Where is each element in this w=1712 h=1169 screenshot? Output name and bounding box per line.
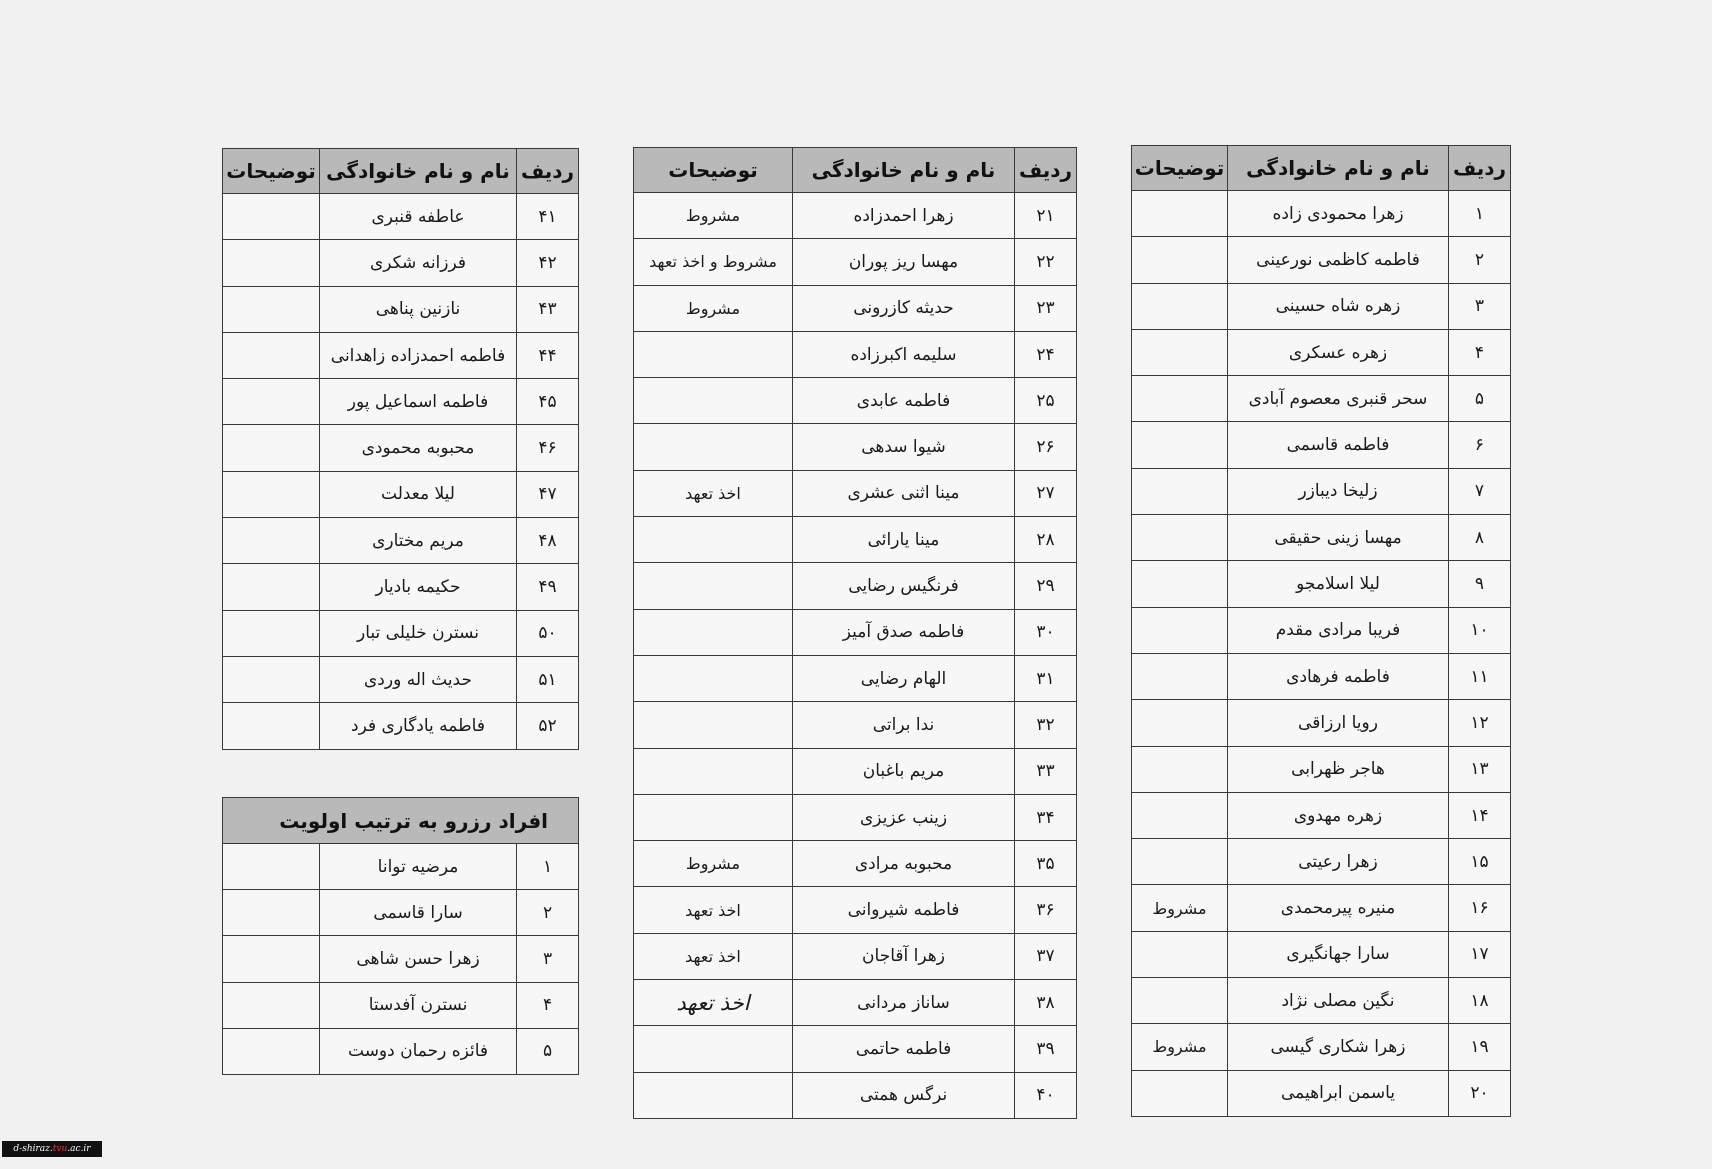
table-row <box>634 748 1077 794</box>
header-note: توضیحات <box>634 148 793 193</box>
row-note <box>1132 700 1228 746</box>
row-number: ۲۵ <box>1015 378 1077 424</box>
person-name: حدیث اله وردی <box>320 656 517 702</box>
table-row <box>223 703 579 749</box>
row-note <box>1132 839 1228 885</box>
table-row <box>223 982 579 1028</box>
person-name: نگین مصلی نژاد <box>1228 978 1449 1024</box>
table-row <box>223 194 579 240</box>
table-row <box>634 470 1077 516</box>
header-note: توضیحات <box>223 149 320 194</box>
table-header <box>223 149 579 194</box>
table-row <box>1132 561 1511 607</box>
person-name: فرنگیس رضایی <box>793 563 1015 609</box>
table-rows-41-52 <box>222 148 579 750</box>
person-name: یاسمن ابراهیمی <box>1228 1070 1449 1116</box>
person-name: زهرا حسن شاهی <box>320 936 517 982</box>
row-number: ۲۶ <box>1015 424 1077 470</box>
person-name: فاطمه صدق آمیز <box>793 609 1015 655</box>
row-note <box>223 194 320 240</box>
table-row <box>1132 978 1511 1024</box>
row-number: ۴۴ <box>517 332 579 378</box>
table-row <box>634 887 1077 933</box>
row-note <box>223 982 320 1028</box>
table-row <box>223 379 579 425</box>
header-row: ردیف <box>1449 146 1511 191</box>
row-note: مشروط و اخذ تعهد <box>634 239 793 285</box>
person-name: مینا یارائی <box>793 517 1015 563</box>
row-number: ۵۱ <box>517 656 579 702</box>
row-note <box>1132 422 1228 468</box>
table-row <box>1132 653 1511 699</box>
table-row <box>634 378 1077 424</box>
person-name: لیلا اسلامجو <box>1228 561 1449 607</box>
table-row <box>1132 839 1511 885</box>
person-name: فاطمه اسماعیل پور <box>320 379 517 425</box>
row-note <box>223 1028 320 1074</box>
row-note <box>223 286 320 332</box>
table-row <box>223 1028 579 1074</box>
table-row <box>223 564 579 610</box>
row-number: ۵ <box>1449 376 1511 422</box>
row-note <box>1132 561 1228 607</box>
row-number: ۱۲ <box>1449 700 1511 746</box>
header-name: نام و نام خانوادگی <box>793 148 1015 193</box>
row-number: ۷ <box>1449 468 1511 514</box>
row-number: ۲ <box>517 890 579 936</box>
row-note <box>634 609 793 655</box>
person-name: سحر قنبری معصوم آبادی <box>1228 376 1449 422</box>
person-name: مهسا ریز پوران <box>793 239 1015 285</box>
row-note <box>223 379 320 425</box>
row-number: ۱۸ <box>1449 978 1511 1024</box>
row-note <box>634 424 793 470</box>
reserve-header <box>223 798 579 844</box>
row-number: ۵ <box>517 1028 579 1074</box>
row-note: اخذ تعهد <box>634 470 793 516</box>
row-number: ۲۱ <box>1015 193 1077 239</box>
table-header <box>634 148 1077 193</box>
person-name: حکیمه بادیار <box>320 564 517 610</box>
row-number: ۱ <box>517 844 579 890</box>
table-row <box>1132 746 1511 792</box>
row-note: اخذ تعهد <box>634 933 793 979</box>
row-number: ۲۲ <box>1015 239 1077 285</box>
person-name: منیره پیرمحمدی <box>1228 885 1449 931</box>
row-note: مشروط <box>1132 885 1228 931</box>
row-note <box>1132 237 1228 283</box>
row-number: ۳۹ <box>1015 1026 1077 1072</box>
table-row <box>1132 468 1511 514</box>
row-note <box>634 1026 793 1072</box>
table-row <box>634 517 1077 563</box>
table-row <box>223 844 579 890</box>
row-note <box>634 1072 793 1118</box>
person-name: مریم مختاری <box>320 518 517 564</box>
table-row <box>223 332 579 378</box>
person-name: زهرا احمدزاده <box>793 193 1015 239</box>
row-note <box>1132 978 1228 1024</box>
row-note <box>634 794 793 840</box>
table-row <box>1132 1024 1511 1070</box>
row-note <box>223 240 320 286</box>
table-row <box>1132 237 1511 283</box>
row-note <box>634 331 793 377</box>
person-name: نازنین پناهی <box>320 286 517 332</box>
row-note <box>223 332 320 378</box>
table-row <box>1132 329 1511 375</box>
person-name: فاطمه حاتمی <box>793 1026 1015 1072</box>
table-row <box>1132 376 1511 422</box>
table-row <box>223 656 579 702</box>
row-number: ۹ <box>1449 561 1511 607</box>
row-note <box>634 748 793 794</box>
person-name: فاطمه شیروانی <box>793 887 1015 933</box>
person-name: مهسا زینی حقیقی <box>1228 515 1449 561</box>
table-header <box>1132 146 1511 191</box>
table-row <box>634 424 1077 470</box>
table-row <box>1132 1070 1511 1116</box>
row-note <box>223 703 320 749</box>
person-name: نرگس همتی <box>793 1072 1015 1118</box>
row-note <box>223 518 320 564</box>
person-name: سارا قاسمی <box>320 890 517 936</box>
row-number: ۴۲ <box>517 240 579 286</box>
row-note <box>1132 1070 1228 1116</box>
table-row <box>1132 283 1511 329</box>
person-name: نسترن آفدستا <box>320 982 517 1028</box>
row-note <box>634 563 793 609</box>
table-row <box>634 193 1077 239</box>
person-name: هاجر ظهرابی <box>1228 746 1449 792</box>
row-number: ۱۱ <box>1449 653 1511 699</box>
person-name: الهام رضایی <box>793 655 1015 701</box>
table-row <box>634 980 1077 1026</box>
table-row <box>1132 191 1511 237</box>
row-note <box>1132 792 1228 838</box>
row-note <box>1132 746 1228 792</box>
watermark-suffix: .ac.ir <box>67 1144 91 1154</box>
row-number: ۲۸ <box>1015 517 1077 563</box>
header-row: ردیف <box>1015 148 1077 193</box>
row-number: ۴۵ <box>517 379 579 425</box>
person-name: فریبا مرادی مقدم <box>1228 607 1449 653</box>
person-name: زهره مهدوی <box>1228 792 1449 838</box>
row-note <box>1132 191 1228 237</box>
row-number: ۴ <box>1449 329 1511 375</box>
row-number: ۳۴ <box>1015 794 1077 840</box>
row-note: مشروط <box>1132 1024 1228 1070</box>
row-number: ۱۷ <box>1449 931 1511 977</box>
row-note <box>1132 653 1228 699</box>
table-row <box>1132 515 1511 561</box>
person-name: سارا جهانگیری <box>1228 931 1449 977</box>
person-name: مریم باغبان <box>793 748 1015 794</box>
row-number: ۲۰ <box>1449 1070 1511 1116</box>
reserve-title: افراد رزرو به ترتیب اولویت <box>223 798 579 844</box>
watermark-accent: tvu <box>52 1144 68 1154</box>
row-number: ۲۴ <box>1015 331 1077 377</box>
row-number: ۱۳ <box>1449 746 1511 792</box>
person-name: زهرا محمودی زاده <box>1228 191 1449 237</box>
row-number: ۲۹ <box>1015 563 1077 609</box>
row-number: ۶ <box>1449 422 1511 468</box>
row-number: ۳۵ <box>1015 841 1077 887</box>
row-number: ۱۴ <box>1449 792 1511 838</box>
table-row <box>223 890 579 936</box>
person-name: رویا ارزاقی <box>1228 700 1449 746</box>
row-note: مشروط <box>634 285 793 331</box>
header-row: ردیف <box>517 149 579 194</box>
person-name: فاطمه کاظمی نورعینی <box>1228 237 1449 283</box>
row-note <box>223 844 320 890</box>
table-row <box>1132 931 1511 977</box>
table-row <box>634 1026 1077 1072</box>
table-rows-1-20 <box>1131 145 1511 1117</box>
person-name: زهرا آقاجان <box>793 933 1015 979</box>
person-name: نسترن خلیلی تبار <box>320 610 517 656</box>
row-note <box>1132 931 1228 977</box>
row-note <box>223 564 320 610</box>
row-number: ۴۱ <box>517 194 579 240</box>
table-row <box>634 655 1077 701</box>
row-note <box>634 517 793 563</box>
row-note <box>1132 376 1228 422</box>
person-name: ندا براتی <box>793 702 1015 748</box>
row-number: ۳۲ <box>1015 702 1077 748</box>
row-note <box>634 655 793 701</box>
table-row <box>1132 607 1511 653</box>
row-note: اخذ تعهد <box>634 887 793 933</box>
table-row <box>634 702 1077 748</box>
person-name: مرضیه توانا <box>320 844 517 890</box>
row-number: ۳۱ <box>1015 655 1077 701</box>
row-note <box>223 936 320 982</box>
watermark-prefix: d-shiraz. <box>13 1144 53 1154</box>
row-number: ۴۳ <box>517 286 579 332</box>
row-number: ۲ <box>1449 237 1511 283</box>
person-name: لیلا معدلت <box>320 471 517 517</box>
person-name: مینا اثنی عشری <box>793 470 1015 516</box>
row-note <box>634 702 793 748</box>
row-number: ۱۹ <box>1449 1024 1511 1070</box>
row-number: ۵۲ <box>517 703 579 749</box>
person-name: زهره عسکری <box>1228 329 1449 375</box>
row-number: ۴۰ <box>1015 1072 1077 1118</box>
row-note: مشروط <box>634 841 793 887</box>
table-row <box>223 610 579 656</box>
row-number: ۳۸ <box>1015 980 1077 1026</box>
person-name: زینب عزیزی <box>793 794 1015 840</box>
row-note <box>223 471 320 517</box>
row-number: ۵۰ <box>517 610 579 656</box>
table-row <box>634 563 1077 609</box>
person-name: شیوا سدهی <box>793 424 1015 470</box>
row-note <box>1132 283 1228 329</box>
site-watermark <box>2 1141 102 1157</box>
person-name: فاطمه احمدزاده زاهدانی <box>320 332 517 378</box>
table-row <box>223 471 579 517</box>
row-note <box>223 890 320 936</box>
row-number: ۳۰ <box>1015 609 1077 655</box>
person-name: فائزه رحمان دوست <box>320 1028 517 1074</box>
person-name: زلیخا دیبازر <box>1228 468 1449 514</box>
row-number: ۲۳ <box>1015 285 1077 331</box>
person-name: محبوبه مرادی <box>793 841 1015 887</box>
person-name: محبوبه محمودی <box>320 425 517 471</box>
row-number: ۴۸ <box>517 518 579 564</box>
reserve-table <box>222 797 579 1075</box>
table-row <box>223 518 579 564</box>
table-row <box>1132 700 1511 746</box>
row-number: ۴۶ <box>517 425 579 471</box>
person-name: عاطفه قنبری <box>320 194 517 240</box>
row-note <box>1132 515 1228 561</box>
row-number: ۱۶ <box>1449 885 1511 931</box>
table-row <box>223 240 579 286</box>
table-row <box>634 239 1077 285</box>
table-row <box>1132 422 1511 468</box>
table-row <box>634 609 1077 655</box>
table-rows-21-40 <box>633 147 1077 1119</box>
person-name: فاطمه عابدی <box>793 378 1015 424</box>
row-number: ۱ <box>1449 191 1511 237</box>
row-number: ۳۳ <box>1015 748 1077 794</box>
person-name: حدیثه کازرونی <box>793 285 1015 331</box>
table-row <box>634 841 1077 887</box>
row-number: ۱۰ <box>1449 607 1511 653</box>
person-name: فاطمه یادگاری فرد <box>320 703 517 749</box>
header-name: نام و نام خانوادگی <box>1228 146 1449 191</box>
row-note <box>223 656 320 702</box>
person-name: فاطمه فرهادی <box>1228 653 1449 699</box>
person-name: زهره شاه حسینی <box>1228 283 1449 329</box>
table-row <box>1132 792 1511 838</box>
row-note <box>223 610 320 656</box>
person-name: زهرا شکاری گیسی <box>1228 1024 1449 1070</box>
table-row <box>1132 885 1511 931</box>
row-note: مشروط <box>634 193 793 239</box>
person-name: زهرا رعیتی <box>1228 839 1449 885</box>
table-row <box>634 794 1077 840</box>
row-number: ۴ <box>517 982 579 1028</box>
table-row <box>634 331 1077 377</box>
row-number: ۴۹ <box>517 564 579 610</box>
person-name: سلیمه اکبرزاده <box>793 331 1015 377</box>
row-number: ۳۶ <box>1015 887 1077 933</box>
row-note <box>223 425 320 471</box>
row-note <box>1132 468 1228 514</box>
row-note <box>1132 329 1228 375</box>
row-number: ۴۷ <box>517 471 579 517</box>
table-row <box>634 933 1077 979</box>
row-number: ۳۷ <box>1015 933 1077 979</box>
row-number: ۱۵ <box>1449 839 1511 885</box>
row-number: ۲۷ <box>1015 470 1077 516</box>
row-number: ۳ <box>517 936 579 982</box>
person-name: فاطمه قاسمی <box>1228 422 1449 468</box>
row-number: ۳ <box>1449 283 1511 329</box>
row-note <box>1132 607 1228 653</box>
table-row <box>223 425 579 471</box>
row-note <box>634 378 793 424</box>
table-row <box>223 286 579 332</box>
table-row <box>223 936 579 982</box>
row-number: ۸ <box>1449 515 1511 561</box>
person-name: فرزانه شکری <box>320 240 517 286</box>
person-name: ساناز مردانی <box>793 980 1015 1026</box>
table-row <box>634 285 1077 331</box>
row-note: اخذ تعهد <box>634 980 793 1026</box>
header-name: نام و نام خانوادگی <box>320 149 517 194</box>
table-row <box>634 1072 1077 1118</box>
header-note: توضیحات <box>1132 146 1228 191</box>
